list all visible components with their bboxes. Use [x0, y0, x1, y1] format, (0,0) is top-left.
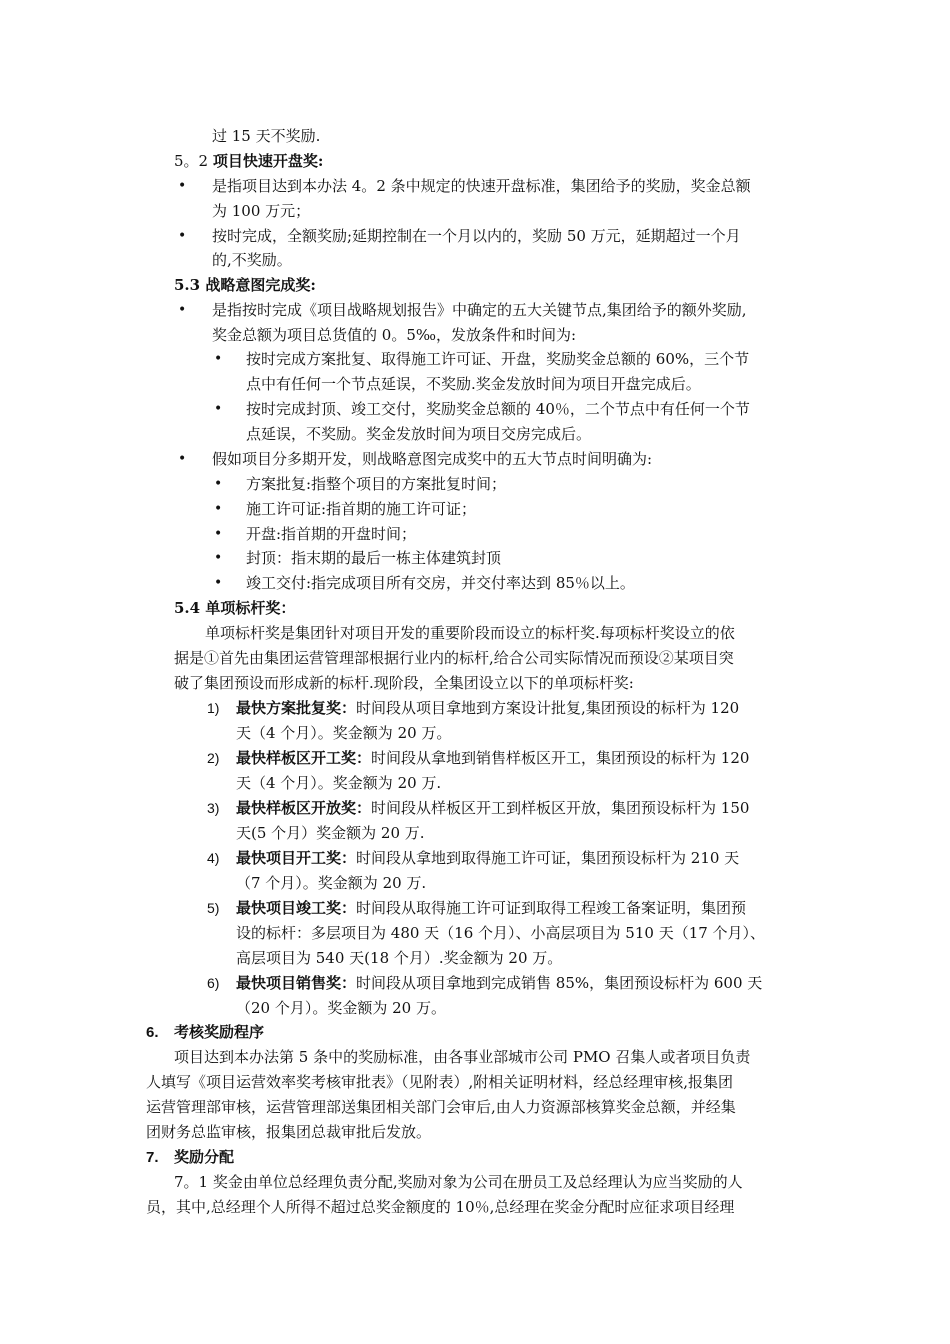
s53-bullet-1-line-1: 是指按时完成《项目战略规划报告》中确定的五大关键节点,集团给予的额外奖励,: [212, 301, 747, 319]
s52-bullet-2-line-2: 的,不奖励。: [212, 251, 292, 269]
bullet-icon: •: [214, 526, 223, 542]
s7-line-2: 员，其中,总经理个人所得不超过总奖金额度的 10％,总经理在奖金分配时应征求项目经理: [146, 1198, 735, 1216]
s53-bullet-2: 假如项目分多期开发，则战略意图完成奖中的五大节点时间明确为:: [212, 450, 653, 468]
item-6-title: 最快项目销售奖：: [236, 974, 357, 992]
s52-bullet-1-line-1: 是指项目达到本办法 4。2 条中规定的快速开盘标准，集团给予的奖励，奖金总额: [212, 177, 751, 195]
s53-subbullet-2-line-2: 点延误，不奖励。奖金发放时间为项目交房完成后。: [246, 425, 592, 443]
section-7-number: 7.: [146, 1149, 159, 1166]
s53-bullet-1-line-2: 奖金总额为项目总货值的 0。5‰，发放条件和时间为:: [212, 326, 577, 344]
item-5-text: 时间段从取得施工许可证到取得工程竣工备案证明，集团预: [356, 899, 747, 917]
item-2-line-2: 天（4 个月）。奖金额为 20 万.: [236, 774, 442, 792]
item-5-number: 5): [207, 900, 220, 916]
bullet-icon: •: [214, 501, 223, 517]
item-4-line-1: [236, 846, 739, 871]
item-5-line-1: [236, 896, 746, 921]
bullet-icon: •: [214, 550, 223, 566]
s7-line-1: 7。1 奖金由单位总经理负责分配,奖励对象为公司在册员工及总经理认为应当奖励的人: [174, 1173, 743, 1191]
item-1-text: 时间段从项目拿地到方案设计批复,集团预设的标杆为 120: [356, 699, 740, 717]
node-item-1: 方案批复:指整个项目的方案批复时间；: [246, 475, 507, 493]
node-item-2: 施工许可证:指首期的施工许可证；: [246, 500, 477, 518]
item-3-text: 时间段从样板区开工到样板区开放，集团预设标杆为 150: [371, 799, 750, 817]
bullet-icon: •: [214, 476, 223, 492]
item-5-line-3: 高层项目为 540 天(18 个月）.奖金额为 20 万。: [236, 949, 563, 967]
item-6-text: 时间段从项目拿地到完成销售 85%，集团预设标杆为 600 天: [356, 974, 763, 992]
item-3-line-1: [236, 796, 749, 821]
section-5-4-heading: [174, 596, 295, 621]
s53-subbullet-1-line-1: 按时完成方案批复、取得施工许可证、开盘，奖励奖金总额的 60%，三个节: [246, 350, 750, 368]
section-5-3-heading: [174, 273, 316, 298]
section-5-4-title: 5.4 单项标杆奖：: [174, 599, 296, 617]
s54-paragraph-line-1: 单项标杆奖是集团针对项目开发的重要阶段而设立的标杆奖.每项标杆奖设立的依: [205, 624, 735, 642]
bullet-icon: •: [214, 351, 223, 367]
bullet-icon: •: [214, 401, 223, 417]
s53-subbullet-1-line-2: 点中有任何一个节点延误，不奖励.奖金发放时间为项目开盘完成后。: [246, 375, 701, 393]
section-5-2-number: 5。2: [174, 152, 213, 170]
item-4-title: 最快项目开工奖：: [236, 849, 357, 867]
item-2-text: 时间段从拿地到销售样板区开工，集团预设的标杆为 120: [371, 749, 750, 767]
item-4-number: 4): [207, 850, 220, 866]
section-6-title: 考核奖励程序: [174, 1023, 265, 1041]
s6-line-2: 人填写《项目运营效率奖考核审批表》（见附表）,附相关证明材料，经总经理审核,报集团: [146, 1073, 734, 1091]
bullet-icon: •: [178, 302, 187, 318]
section-5-2-heading: [174, 149, 323, 174]
bullet-icon: •: [178, 451, 187, 467]
s54-paragraph-line-2: 据是①首先由集团运营管理部根据行业内的标杆,给合公司实际情况而预设②某项目突: [174, 649, 734, 667]
section-6-heading: [174, 1020, 264, 1045]
item-2-line-1: [236, 746, 749, 771]
item-2-number: 2): [207, 750, 220, 766]
item-3-line-2: 天(5 个月）奖金额为 20 万.: [236, 824, 425, 842]
s6-line-4: 团财务总监审核，报集团总裁审批后发放。: [146, 1123, 432, 1141]
item-6-number: 6): [207, 975, 220, 991]
item-3-title: 最快样板区开放奖：: [236, 799, 372, 817]
s52-bullet-1-line-2: 为 100 万元；: [212, 202, 311, 220]
item-5-line-2: 设的标杆：多层项目为 480 天（16 个月）、小高层项目为 510 天（17 个月）、: [236, 924, 766, 942]
section-6-number: 6.: [146, 1024, 159, 1041]
bullet-icon: •: [178, 228, 187, 244]
item-1-number: 1): [207, 700, 220, 716]
bullet-icon: •: [178, 178, 187, 194]
s54-paragraph-line-3: 破了集团预设而形成新的标杆.现阶段，全集团设立以下的单项标杆奖:: [174, 674, 634, 692]
node-item-3: 开盘:指首期的开盘时间；: [246, 525, 417, 543]
node-item-5: 竣工交付:指完成项目所有交房，并交付率达到 85％以上。: [246, 574, 635, 592]
item-1-line-2: 天（4 个月）。奖金额为 20 万。: [236, 724, 452, 742]
item-4-line-2: （7 个月）。奖金额为 20 万.: [236, 874, 427, 892]
s6-line-3: 运营管理部审核，运营管理部送集团相关部门会审后,由人力资源部核算奖金总额，并经集: [146, 1098, 736, 1116]
section-5-3-title: 5.3 战略意图完成奖:: [174, 276, 316, 294]
bullet-icon: •: [214, 575, 223, 591]
item-3-number: 3): [207, 800, 220, 816]
item-5-title: 最快项目竣工奖：: [236, 899, 357, 917]
item-1-line-1: [236, 696, 739, 721]
intro-tail-line: 过 15 天不奖励.: [212, 127, 321, 145]
s52-bullet-2-line-1: 按时完成，全额奖励;延期控制在一个月以内的，奖励 50 万元，延期超过一个月: [212, 227, 741, 245]
s53-subbullet-2-line-1: 按时完成封顶、竣工交付，奖励奖金总额的 40％，二个节点中有任何一个节: [246, 400, 750, 418]
section-7-title: 奖励分配: [174, 1148, 235, 1166]
section-5-2-title: 项目快速开盘奖:: [212, 152, 324, 170]
item-6-line-1: [236, 971, 762, 996]
s6-line-1: 项目达到本办法第 5 条中的奖励标准，由各事业部城市公司 PMO 召集人或者项目负责: [174, 1048, 751, 1066]
item-1-title: 最快方案批复奖：: [236, 699, 357, 717]
item-6-line-2: （20 个月）。奖金额为 20 万。: [236, 999, 446, 1017]
item-2-title: 最快样板区开工奖：: [236, 749, 372, 767]
section-7-heading: [174, 1145, 234, 1170]
node-item-4: 封顶：指末期的最后一栋主体建筑封顶: [246, 549, 502, 567]
item-4-text: 时间段从拿地到取得施工许可证，集团预设标杆为 210 天: [356, 849, 740, 867]
